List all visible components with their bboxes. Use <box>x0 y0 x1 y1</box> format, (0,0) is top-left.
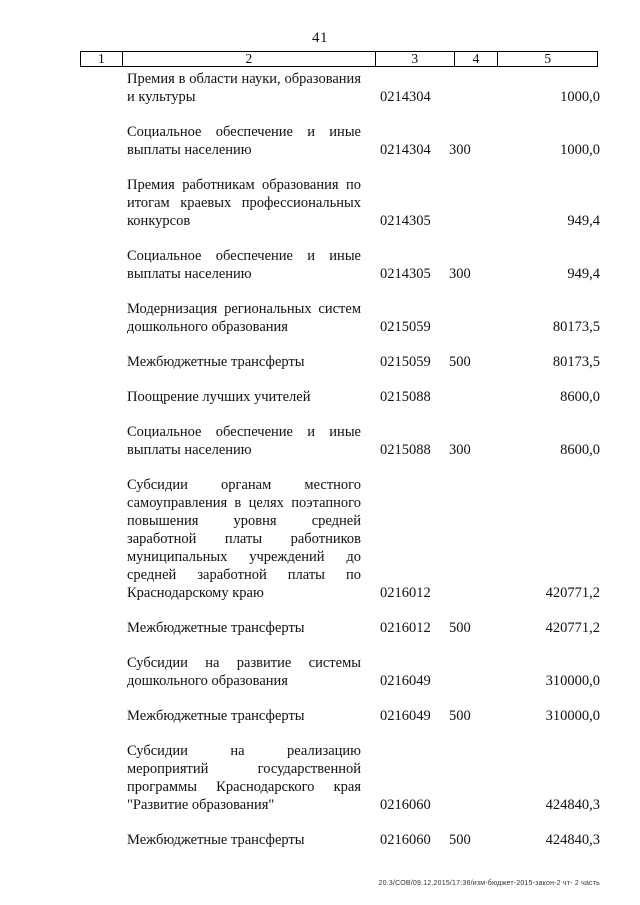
row-name: Социальное обеспечение и иные выплаты населению <box>127 424 361 458</box>
row-amount: 1000,0 <box>560 142 600 158</box>
row-amount: 420771,2 <box>545 585 600 601</box>
row-code: 0214305 <box>380 266 431 282</box>
table-row <box>0 423 640 459</box>
row-name: Премия в области науки, образования и культуры <box>127 71 361 105</box>
header-col-2: 2 <box>123 52 376 66</box>
row-amount: 80173,5 <box>552 354 600 370</box>
row-name: Модернизация региональных систем дошкольного образования <box>127 301 361 335</box>
table-row <box>0 353 640 371</box>
row-amount: 424840,3 <box>545 832 600 848</box>
row-name: Субсидии органам местного самоуправления в целях поэтапного повышения уровня средней заработной платы работников муниципальных учреждений до средней заработной платы по Краснодарскому краю <box>127 477 361 601</box>
row-amount: 80173,5 <box>552 319 600 335</box>
row-type: 500 <box>449 708 471 724</box>
header-col-5: 5 <box>544 51 552 66</box>
row-name: Межбюджетные трансферты <box>127 354 305 370</box>
table-row <box>0 476 640 602</box>
row-amount: 8600,0 <box>560 389 600 405</box>
row-code: 0216049 <box>380 673 431 689</box>
row-type: 500 <box>449 354 471 370</box>
document-footer: 20.3/СОВ/09.12.2015/17:36/изм-бюджет-2015-закон-2 чт- 2 часть <box>378 880 600 887</box>
row-code: 0216012 <box>380 585 431 601</box>
row-amount: 420771,2 <box>545 620 600 636</box>
table-row <box>0 831 640 849</box>
row-name: Социальное обеспечение и иные выплаты населению <box>127 124 361 158</box>
row-amount: 310000,0 <box>545 708 600 724</box>
row-code: 0215088 <box>380 389 431 405</box>
row-code: 0215059 <box>380 319 431 335</box>
row-code: 0216060 <box>380 797 431 813</box>
table-row <box>0 388 640 406</box>
table-row <box>0 707 640 725</box>
row-name: Межбюджетные трансферты <box>127 620 305 636</box>
header-col-1: 1 <box>81 52 123 66</box>
row-code: 0214304 <box>380 142 431 158</box>
table-row <box>0 247 640 283</box>
row-type: 300 <box>449 266 471 282</box>
row-amount: 8600,0 <box>560 442 600 458</box>
row-code: 0214304 <box>380 89 431 105</box>
row-name: Социальное обеспечение и иные выплаты населению <box>127 248 361 282</box>
row-name: Премия работникам образования по итогам краевых профессиональных конкурсов <box>127 177 361 229</box>
row-code: 0215059 <box>380 354 431 370</box>
table-row <box>0 619 640 637</box>
row-amount: 949,4 <box>567 266 600 282</box>
row-name: Межбюджетные трансферты <box>127 832 305 848</box>
row-name: Межбюджетные трансферты <box>127 708 305 724</box>
table-row <box>0 742 640 814</box>
row-amount: 949,4 <box>567 213 600 229</box>
row-type: 300 <box>449 442 471 458</box>
row-name: Поощрение лучших учителей <box>127 389 311 405</box>
table-row <box>0 176 640 230</box>
row-code: 0216060 <box>380 832 431 848</box>
table-row <box>0 70 640 106</box>
row-name: Субсидии на реализацию мероприятий государственной программы Краснодарского края "Развитие образования" <box>127 743 361 813</box>
page-number: 41 <box>312 30 328 46</box>
row-amount: 310000,0 <box>545 673 600 689</box>
header-col-3: 3 <box>376 52 455 66</box>
table-row <box>0 300 640 336</box>
row-code: 0215088 <box>380 442 431 458</box>
row-type: 500 <box>449 620 471 636</box>
row-type: 500 <box>449 832 471 848</box>
row-code: 0216049 <box>380 708 431 724</box>
row-type: 300 <box>449 142 471 158</box>
row-name: Субсидии на развитие системы дошкольного образования <box>127 655 361 689</box>
row-amount: 424840,3 <box>545 797 600 813</box>
row-code: 0216012 <box>380 620 431 636</box>
header-col-4: 4 <box>455 52 499 66</box>
row-code: 0214305 <box>380 213 431 229</box>
table-body <box>0 70 640 866</box>
table-row <box>0 123 640 159</box>
row-amount: 1000,0 <box>560 89 600 105</box>
table-header-row <box>80 51 598 67</box>
table-row <box>0 654 640 690</box>
